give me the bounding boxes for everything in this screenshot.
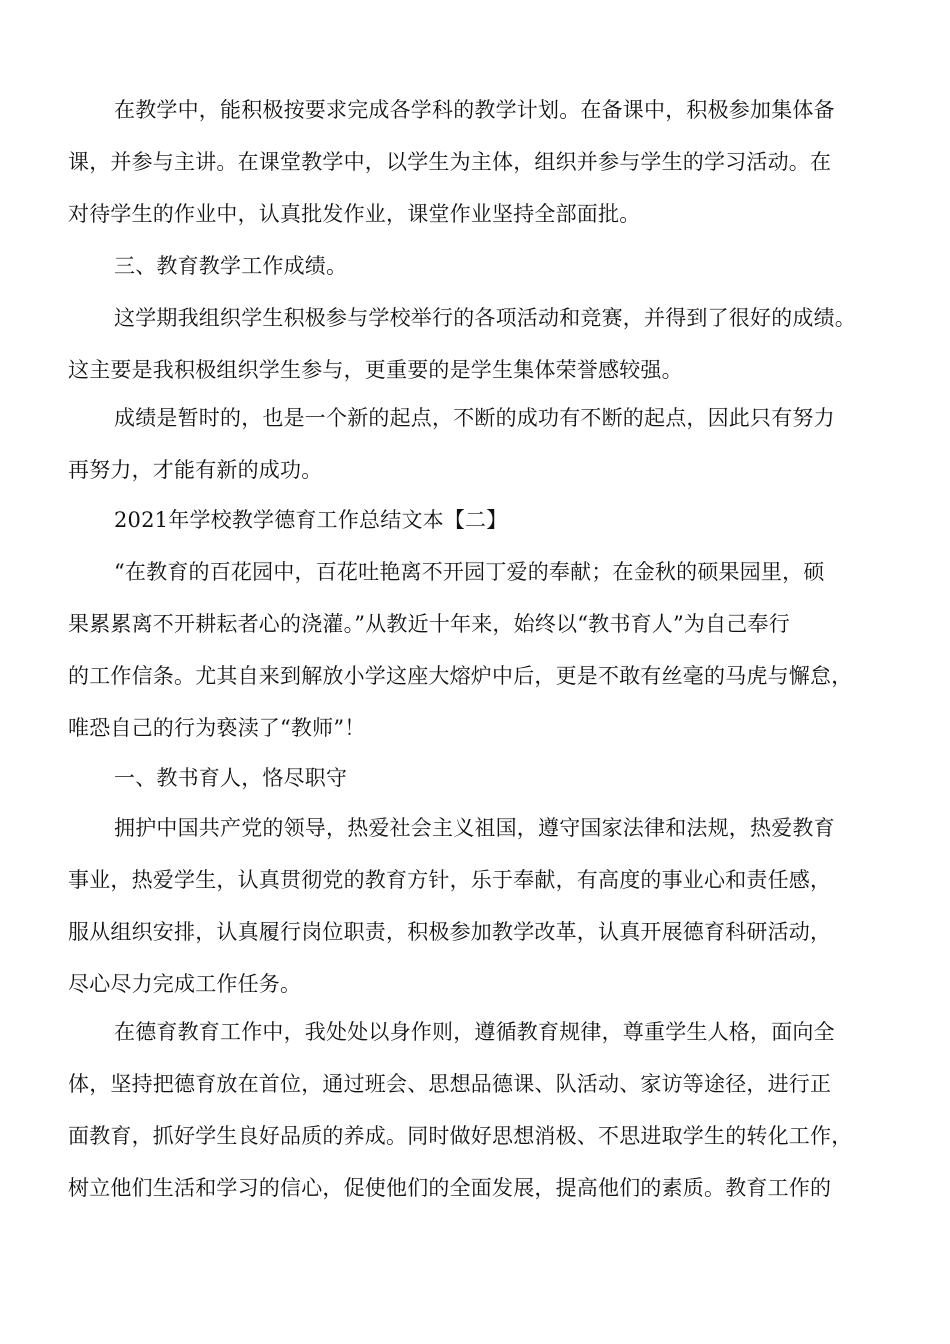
text-line: 2021年学校教学德育工作总结文本【二】 (114, 508, 508, 532)
text-line: 对待学生的作业中，认真批发作业，课堂作业坚持全部面批。 (68, 202, 641, 226)
paragraph-moral-education (68, 1006, 888, 1214)
text-line: 尽心尽力完成工作任务。 (68, 972, 302, 996)
text-line: “在教育的百花园中，百花吐艳离不开园丁爱的奉献；在金秋的硕果园里，硕 (114, 560, 825, 584)
text-line: 树立他们生活和学习的信心，促使他们的全面发展，提高他们的素质。教育工作的 (68, 1176, 832, 1200)
text-line: 课，并参与主讲。在课堂教学中，以学生为主体，组织并参与学生的学习活动。在 (68, 150, 832, 174)
text-line: 体，坚持把德育放在首位，通过班会、思想品德课、队活动、家访等途径，进行正 (68, 1072, 832, 1096)
paragraph-teaching-plan (68, 84, 888, 240)
text-line: 唯恐自己的行为亵渎了“教师”！ (68, 716, 366, 740)
paragraph-quote (68, 546, 888, 754)
text-line: 成绩是暂时的，也是一个新的起点，不断的成功有不断的起点，因此只有努力 (114, 406, 835, 430)
document-subtitle (68, 494, 888, 546)
text-line: 这主要是我积极组织学生参与，更重要的是学生集体荣誉感较强。 (68, 358, 683, 382)
text-line: 这学期我组织学生积极参与学校举行的各项活动和竞赛，并得到了很好的成绩。 (114, 306, 856, 330)
text-line: 拥护中国共产党的领导，热爱社会主义祖国，遵守国家法律和法规，热爱教育 (114, 816, 835, 840)
paragraph-activities (68, 292, 888, 396)
text-line: 果累累离不开耕耘者心的浇灌。”从教近十年来，始终以“教书育人”为自己奉行 (68, 612, 790, 636)
text-line: 再努力，才能有新的成功。 (68, 458, 323, 482)
text-line: 面教育，抓好学生良好品质的养成。同时做好思想消极、不思进取学生的转化工作， (68, 1124, 853, 1148)
text-line: 的工作信条。尤其自来到解放小学这座大熔炉中后，更是不敢有丝毫的马虎与懈怠， (68, 664, 853, 688)
paragraph-support-party (68, 802, 888, 1010)
text-line: 一、教书育人，恪尽职守 (114, 766, 348, 790)
paragraph-new-start (68, 392, 888, 496)
text-line: 在德育教育工作中，我处处以身作则，遵循教育规律，尊重学生人格，面向全 (114, 1020, 835, 1044)
text-line: 服从组织安排，认真履行岗位职责，积极参加教学改革，认真开展德育科研活动， (68, 920, 832, 944)
text-line: 事业，热爱学生，认真贯彻党的教育方针，乐于奉献，有高度的事业心和责任感， (68, 868, 832, 892)
text-line: 在教学中，能积极按要求完成各学科的教学计划。在备课中，积极参加集体备 (114, 98, 835, 122)
text-line: 三、教育教学工作成绩。 (114, 254, 348, 278)
section-heading-duty (68, 752, 888, 804)
section-heading-achievements (68, 240, 888, 292)
